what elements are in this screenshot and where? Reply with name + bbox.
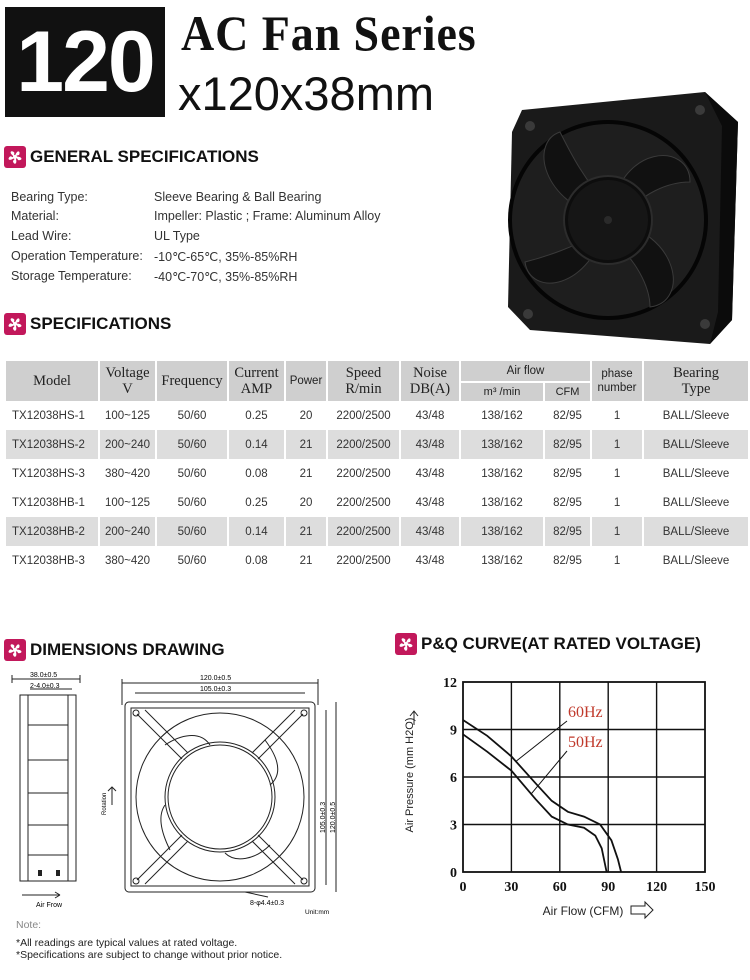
cell-voltage: 200~240 <box>100 517 155 546</box>
spec-label: Operation Temperature: <box>11 249 143 263</box>
cell-voltage: 380~420 <box>104 554 151 567</box>
cell-m3: 138/162 <box>461 517 543 546</box>
spec-label: Lead Wire: <box>11 229 72 243</box>
y-tick-label: 3 <box>450 818 457 834</box>
cell-cfm: 82/95 <box>553 554 582 567</box>
cell-cfm: 82/95 <box>553 467 582 480</box>
y-axis-label: Air Pressure (mm H2O) <box>404 717 416 833</box>
col-header-m3: m³ /min <box>461 381 543 401</box>
cell-m3: 138/162 <box>481 496 523 509</box>
cell-cfm: 82/95 <box>545 430 590 459</box>
cell-current: 0.08 <box>245 554 268 567</box>
spec-value: -40℃-70℃, 35%-85%RH <box>154 270 298 284</box>
cell-current: 0.25 <box>245 496 268 509</box>
fan-icon <box>4 313 26 335</box>
section-title: GENERAL SPECIFICATIONS <box>30 147 259 166</box>
spec-value: Impeller: Plastic ; Frame: Aluminum Alloy <box>154 209 381 223</box>
fan-icon <box>4 146 26 168</box>
cell-speed: 2200/2500 <box>328 430 399 459</box>
cell-power: 21 <box>299 467 313 480</box>
cell-speed: 2200/2500 <box>328 517 399 546</box>
specifications-table <box>4 361 750 575</box>
header-line: Current <box>234 365 279 381</box>
spec-label: Bearing Type: <box>11 190 88 204</box>
cell-m3: 138/162 <box>461 430 543 459</box>
series-label-50hz: 50Hz <box>568 734 603 751</box>
cell-power: 21 <box>286 430 326 459</box>
col-header-speed <box>328 361 399 401</box>
header-line: phase <box>601 368 633 380</box>
col-header-phase <box>592 361 642 401</box>
cell-voltage: 380~420 <box>104 467 151 480</box>
cell-speed: 2200/2500 <box>336 554 391 567</box>
series-line-50hz <box>463 734 607 872</box>
dim-height-inner: 105.0±0.3 <box>320 801 327 833</box>
cell-power: 21 <box>299 554 313 567</box>
cell-bearing: BALL/Sleeve <box>644 430 748 459</box>
header-line: DB(A) <box>409 381 451 397</box>
y-tick-label: 9 <box>450 723 457 739</box>
cell-phase: 1 <box>592 430 642 459</box>
cell-speed: 2200/2500 <box>336 467 391 480</box>
header-line: Noise <box>413 365 447 381</box>
cell-current: 0.14 <box>229 430 284 459</box>
cell-cfm: 82/95 <box>553 409 582 422</box>
dim-front-outer: 120.0±0.5 <box>200 675 232 682</box>
cell-speed: 2200/2500 <box>336 496 391 509</box>
table-row <box>6 488 748 517</box>
x-tick-label: 120 <box>646 880 668 895</box>
fan-icon <box>395 633 417 655</box>
header-line: V <box>122 381 133 397</box>
cell-noise: 43/48 <box>401 430 459 459</box>
x-tick-label: 90 <box>601 880 616 895</box>
cell-frequency: 50/60 <box>177 554 207 567</box>
cell-phase: 1 <box>613 409 621 422</box>
spec-value: -10℃-65℃, 35%-85%RH <box>154 250 298 264</box>
cell-noise: 43/48 <box>415 554 445 567</box>
x-tick-label: 60 <box>552 880 567 895</box>
cell-power: 21 <box>286 517 326 546</box>
col-header-voltage <box>100 361 155 401</box>
dim-side-outer: 38.0±0.5 <box>30 672 58 679</box>
pq-curve-chart <box>395 665 750 920</box>
cell-bearing: BALL/Sleeve <box>644 517 748 546</box>
note-label: Note: <box>16 919 42 931</box>
cell-speed: 2200/2500 <box>336 409 391 422</box>
cell-noise: 43/48 <box>415 467 445 480</box>
section-title: SPECIFICATIONS <box>30 314 172 333</box>
cell-phase: 1 <box>613 467 621 480</box>
size-badge: 120 <box>5 7 165 117</box>
y-tick-label: 6 <box>450 771 457 786</box>
cell-model: TX12038HS-2 <box>6 430 98 459</box>
header-line: R/min <box>345 381 382 397</box>
cell-bearing: BALL/Sleeve <box>662 496 730 509</box>
dim-height-outer: 120.0±0.5 <box>330 801 337 833</box>
cell-bearing: BALL/Sleeve <box>662 467 730 480</box>
dimensions-drawing <box>0 665 345 920</box>
cell-model: TX12038HB-3 <box>12 554 85 567</box>
y-tick-label: 0 <box>450 866 457 881</box>
cell-model: TX12038HS-1 <box>12 409 85 422</box>
col-header-model: Model <box>6 361 98 401</box>
spec-value: UL Type <box>154 229 200 243</box>
cell-voltage: 200~240 <box>100 430 155 459</box>
col-header-cfm: CFM <box>545 381 590 401</box>
cell-bearing: BALL/Sleeve <box>662 409 730 422</box>
x-tick-label: 0 <box>459 880 467 895</box>
dim-side-inner: 2-4.0±0.3 <box>30 683 60 690</box>
header-line: Speed <box>345 365 382 381</box>
cell-m3: 138/162 <box>481 409 523 422</box>
cell-voltage: 100~125 <box>104 496 151 509</box>
dimensions-header <box>4 639 225 661</box>
cell-current: 0.25 <box>245 409 268 422</box>
section-title: P&Q CURVE(AT RATED VOLTAGE) <box>421 634 701 653</box>
cell-m3: 138/162 <box>481 467 523 480</box>
arrow-right-icon <box>631 902 653 918</box>
table-row <box>6 459 748 488</box>
col-header-frequency: Frequency <box>157 361 227 401</box>
note-line: *Specifications are subject to change without prior notice. <box>16 949 283 961</box>
series-label-60hz: 60Hz <box>568 704 603 721</box>
cell-current: 0.14 <box>229 517 284 546</box>
cell-model: TX12038HS-3 <box>12 467 85 480</box>
air-frow-label: Air Frow <box>36 902 63 909</box>
cell-cfm: 82/95 <box>545 517 590 546</box>
y-tick-label: 12 <box>443 676 457 691</box>
cell-frequency: 50/60 <box>177 496 207 509</box>
spec-label: Material: <box>11 209 59 223</box>
cell-noise: 43/48 <box>415 409 445 422</box>
fan-product-photo <box>500 82 750 347</box>
pq-curve-header <box>395 633 701 655</box>
unit-label: Unit:mm <box>305 909 330 916</box>
col-header-bearing <box>644 361 748 401</box>
col-header-airflow: Air flow <box>461 361 590 381</box>
table-row <box>6 546 748 575</box>
dimensions-title: x120x38mm <box>178 67 434 120</box>
holes-label: 8-φ4.4±0.3 <box>250 900 285 907</box>
x-tick-label: 150 <box>694 880 716 895</box>
leader-line <box>531 751 567 794</box>
cell-current: 0.08 <box>245 467 268 480</box>
col-header-power: Power <box>286 361 326 401</box>
specs-header <box>4 313 171 335</box>
header-line: AMP <box>240 381 273 397</box>
x-tick-label: 30 <box>504 880 519 895</box>
cell-voltage: 100~125 <box>104 409 151 422</box>
col-header-noise <box>401 361 459 401</box>
series-title: AC Fan Series <box>181 5 477 61</box>
x-axis-label: Air Flow (CFM) <box>542 904 624 918</box>
cell-frequency: 50/60 <box>177 467 207 480</box>
cell-m3: 138/162 <box>481 554 523 567</box>
cell-frequency: 50/60 <box>157 430 227 459</box>
header-line: Bearing <box>673 365 719 381</box>
cell-model: TX12038HB-1 <box>12 496 85 509</box>
table-row <box>6 430 748 459</box>
section-title: DIMENSIONS DRAWING <box>30 640 225 659</box>
dim-front-inner: 105.0±0.3 <box>200 686 232 693</box>
cell-cfm: 82/95 <box>553 496 582 509</box>
cell-phase: 1 <box>613 554 621 567</box>
note-line: *All readings are typical values at rated voltage. <box>16 937 238 949</box>
cell-phase: 1 <box>613 496 621 509</box>
cell-power: 20 <box>299 409 313 422</box>
table-row <box>6 401 748 430</box>
table-row <box>6 517 748 546</box>
fan-icon <box>4 639 26 661</box>
cell-frequency: 50/60 <box>177 409 207 422</box>
cell-noise: 43/48 <box>401 517 459 546</box>
rotation-label: Rotation <box>102 792 108 815</box>
header-line: number <box>597 382 637 394</box>
header-line: Voltage <box>105 365 150 381</box>
general-specs-header <box>4 146 259 168</box>
col-header-current <box>229 361 284 401</box>
header-line: Type <box>681 381 711 397</box>
cell-noise: 43/48 <box>415 496 445 509</box>
spec-label: Storage Temperature: <box>11 269 132 283</box>
cell-frequency: 50/60 <box>157 517 227 546</box>
cell-bearing: BALL/Sleeve <box>662 554 730 567</box>
cell-model: TX12038HB-2 <box>6 517 98 546</box>
cell-phase: 1 <box>592 517 642 546</box>
cell-power: 20 <box>299 496 313 509</box>
spec-value: Sleeve Bearing & Ball Bearing <box>154 190 322 204</box>
